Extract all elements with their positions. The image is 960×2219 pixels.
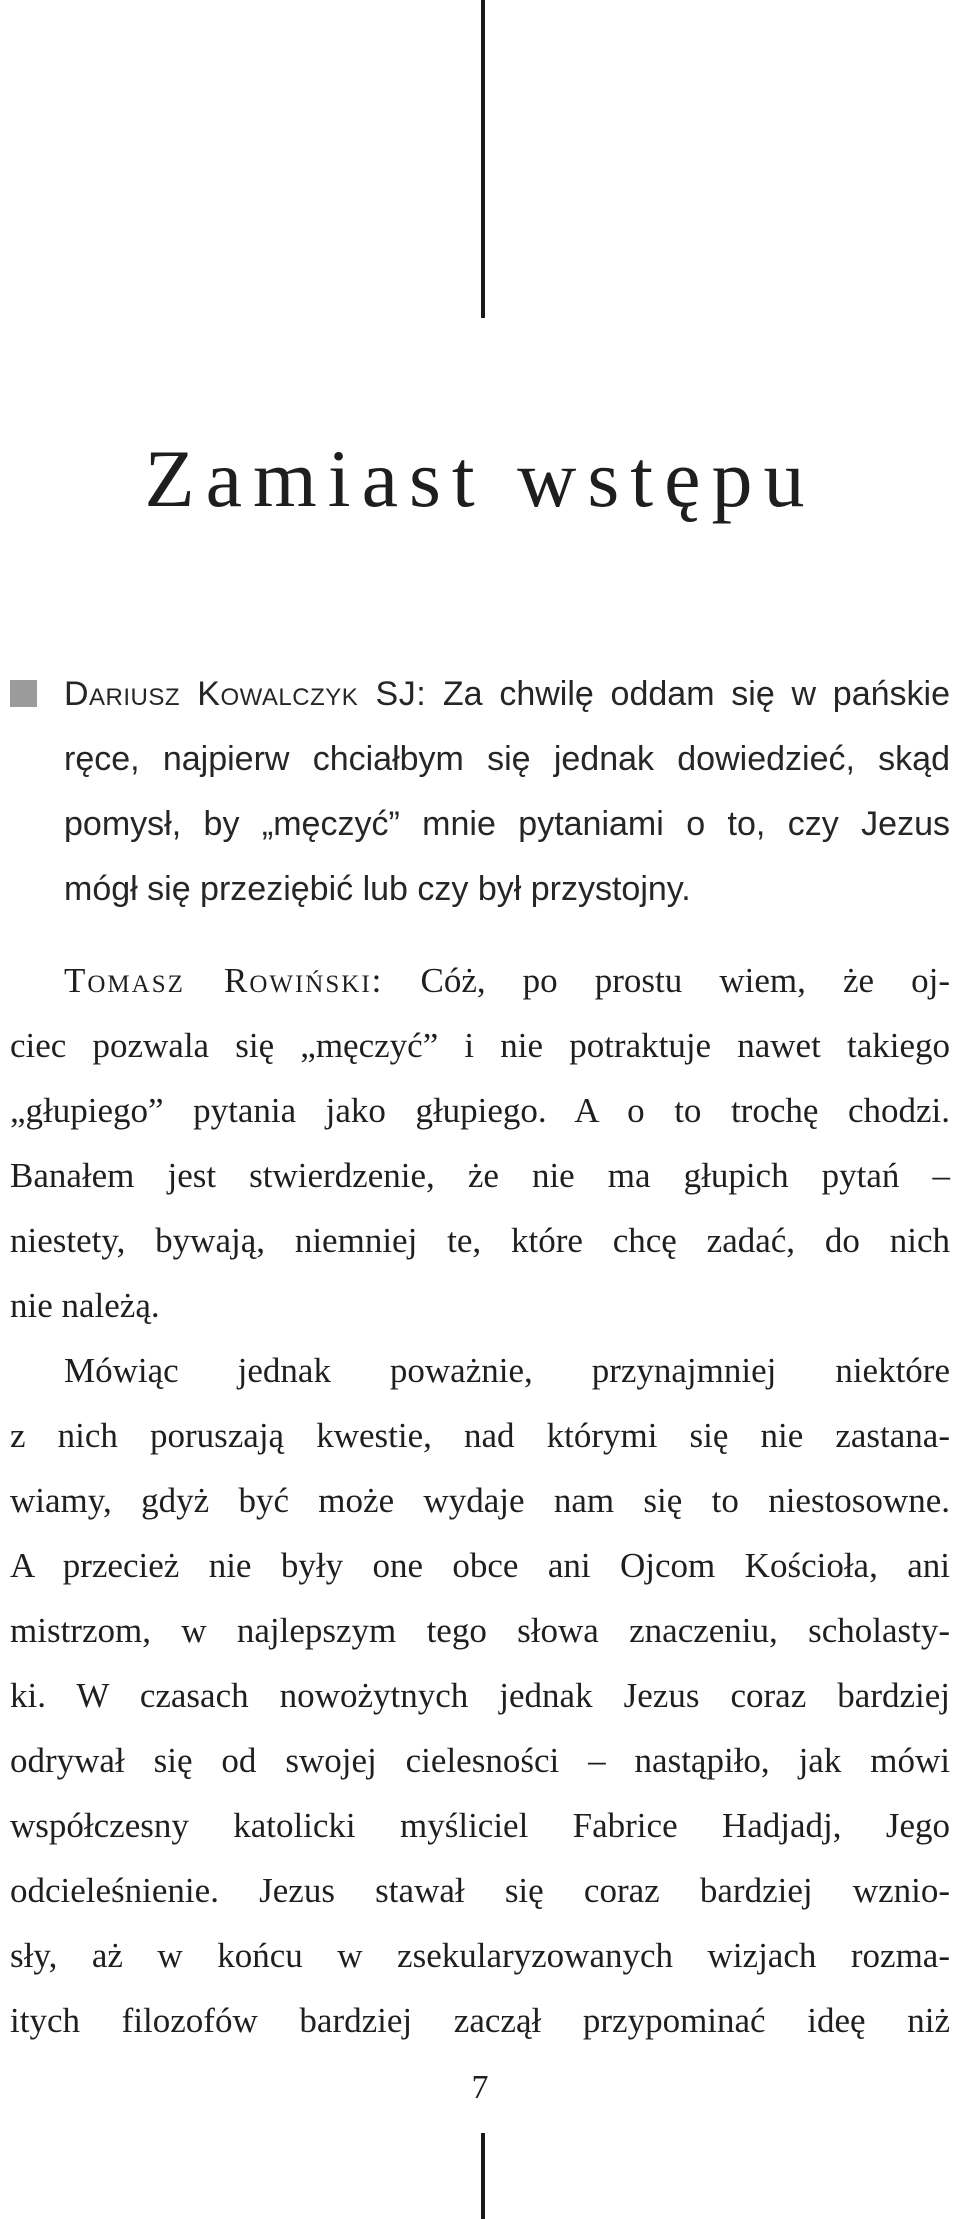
answer-line: sły, aż w końcu w zsekularyzowanych wizjach rozma- <box>10 1936 950 1975</box>
page-number: 7 <box>471 2069 489 2106</box>
bottom-vertical-rule <box>481 2133 485 2219</box>
answer-line: Mówiąc jednak poważnie, przynajmniej niektóre <box>64 1351 950 1390</box>
question-line: ręce, najpierw chciałbym się jednak dowiedzieć, skąd <box>64 740 950 778</box>
answer-line: z nich poruszają kwestie, nad którymi się nie zastana- <box>10 1416 950 1455</box>
answer-line: „głupiego” pytania jako głupiego. A o to trochę chodzi. <box>10 1091 950 1130</box>
answer-line: nie należą. <box>10 1286 160 1325</box>
answer-line: niestety, bywają, niemniej te, które chcę zadać, do nich <box>10 1221 950 1260</box>
question-line: mógł się przeziębić lub czy był przystojny. <box>64 870 691 908</box>
answer-line: mistrzom, w najlepszym tego słowa znaczeniu, scholasty- <box>10 1611 950 1650</box>
answer-line: wiamy, gdyż być może wydaje nam się to niestosowne. <box>10 1481 950 1520</box>
chapter-title: Zamiast wstępu <box>144 433 816 524</box>
answer-line: Banałem jest stwierdzenie, że nie ma głupich pytań – <box>10 1156 950 1195</box>
answer-line: ki. W czasach nowożytnych jednak Jezus coraz bardziej <box>10 1676 950 1715</box>
answer-line: odcieleśnienie. Jezus stawał się coraz bardziej wznio- <box>10 1871 950 1910</box>
answer-line: ciec pozwala się „męczyć” i nie potraktuje nawet takiego <box>10 1026 950 1065</box>
answer-line: Cóż, po prostu wiem, że oj- <box>420 961 951 1000</box>
question-speaker: Dariusz Kowalczyk SJ: <box>64 675 427 713</box>
answer-line: A przecież nie były one obce ani Ojcom Kościoła, ani <box>10 1546 950 1585</box>
answer-block <box>10 948 950 2053</box>
answer-line: odrywał się od swojej cielesności – nastąpiło, jak mówi <box>10 1741 950 1780</box>
answer-line: współczesny katolicki myśliciel Fabrice Hadjadj, Jego <box>10 1806 950 1845</box>
answer-first-line <box>10 948 950 1013</box>
question-first-line <box>10 662 950 727</box>
bullet-square-icon <box>10 680 37 707</box>
question-line: Za chwilę oddam się w pańskie <box>442 675 950 713</box>
answer-speaker: Tomasz Rowiński: <box>64 961 384 1000</box>
question-block <box>10 662 950 922</box>
answer-line: itych filozofów bardziej zaczął przypominać ideę niż <box>10 2001 950 2040</box>
question-line: pomysł, by „męczyć” mnie pytaniami o to, czy Jezus <box>64 805 950 843</box>
top-vertical-rule <box>481 0 485 318</box>
